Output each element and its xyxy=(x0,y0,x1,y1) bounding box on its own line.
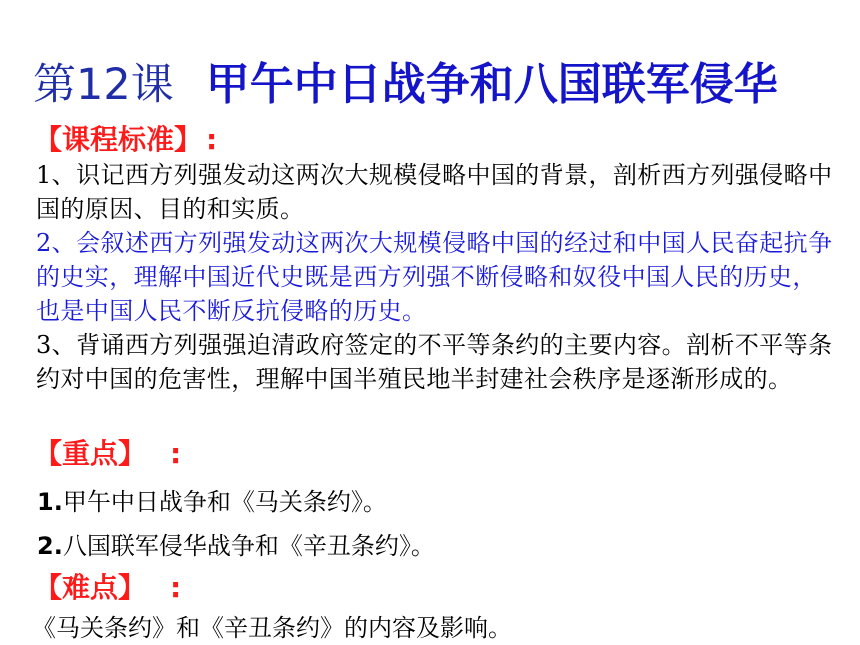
difficulty-heading xyxy=(34,566,181,606)
curriculum-heading-label: 【课程标准】 xyxy=(34,123,203,156)
difficulty-heading-label: 【难点】 xyxy=(34,571,147,604)
difficulty-heading-colon: : xyxy=(170,571,182,604)
lesson-title: 甲午中日战争和八国联军侵华 xyxy=(205,59,778,110)
slide-title xyxy=(33,48,778,110)
key-point-text: 甲午中日战争和《马关条约》。 xyxy=(62,488,387,516)
key-points-heading-colon: : xyxy=(170,437,182,470)
key-point-number: 1. xyxy=(37,488,63,516)
curriculum-item-1: 1、识记西方列强发动这两次大规模侵略中国的背景，剖析西方列强侵略中国的原因、目的和实质。 xyxy=(36,161,833,223)
key-point-2 xyxy=(37,526,435,561)
curriculum-item-3: 3、背诵西方列强强迫清政府签定的不平等条约的主要内容。剖析不平等条约对中国的危害性，理解中国半殖民地半封建社会秩序是逐渐形成的。 xyxy=(36,331,833,393)
curriculum-heading xyxy=(34,118,217,158)
lesson-number: 第12课 xyxy=(33,60,174,110)
key-points-heading xyxy=(34,432,181,472)
key-points-heading-label: 【重点】 xyxy=(34,437,147,470)
curriculum-item-2: 2、会叙述西方列强发动这两次大规模侵略中国的经过和中国人民奋起抗争的史实，理解中国近代史既是西方列强不断侵略和奴役中国人民的历史，也是中国人民不断反抗侵略的历史。 xyxy=(36,229,833,325)
key-point-number: 2. xyxy=(37,532,63,560)
difficulty-text: 《马关条约》和《辛丑条约》的内容及影响。 xyxy=(32,614,512,642)
curriculum-heading-colon: : xyxy=(206,123,218,156)
key-point-text: 八国联军侵华战争和《辛丑条约》。 xyxy=(62,532,435,560)
key-point-1 xyxy=(37,482,387,517)
